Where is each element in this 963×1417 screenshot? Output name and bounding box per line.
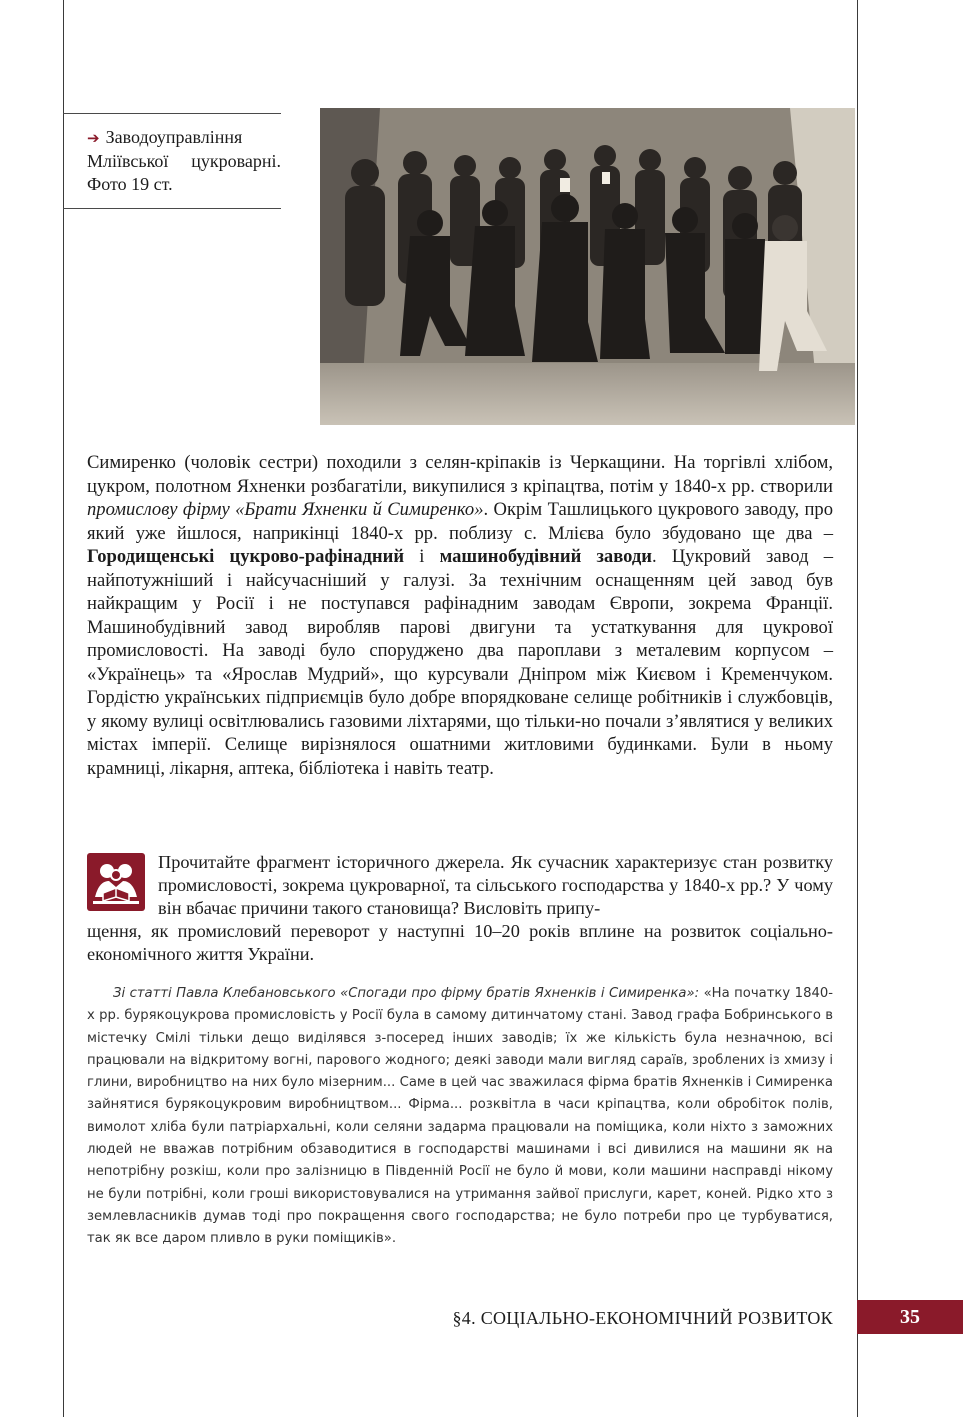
page-left-rule xyxy=(63,0,64,1417)
photo-caption-text: Заводоуправління Мліївської цукроварні. Фото 19 ст. xyxy=(87,127,281,194)
main-text-part4: . Цукровий завод – найпотужніший і найсучасніший у галузі. За технічним оснащенням цей завод був найкращим у Росії і не поступався рафінадним заводам Європи, зокрема Франції. Машинобудівний завод виробляв парові двигуни та устаткування для цукрової промисловості. На заводі було споруджено два пароплави з металевим корпусом – «Українець» та «Ярослав Мудрий», що курсували Дніпром між Києвом і Кременчуком. Гордістю українських підприємців було добре впорядковане селище робітників і службовців, у якому вулиці освітлювались газовими ліхтарями, що тільки-но почали з’являтися у великих містах імперії. Селище вирізнялося ошатними житловими будинками. Були в ньому крамниці, лікарня, аптека, бібліотека і навіть театр. xyxy=(87,546,833,779)
firm-name-emphasis: промислову фірму «Брати Яхненки й Симиренко» xyxy=(87,499,484,520)
page-right-rule xyxy=(857,0,858,1417)
historical-group-photo xyxy=(320,108,855,425)
historical-source-quote xyxy=(87,983,833,1251)
assignment-text xyxy=(87,851,833,966)
assignment-line1: Прочитайте фрагмент історичного джерела. Як сучасник характеризує стан розвитку промисловості, зокрема цукроварної, та сільського господарства у 1840-х рр.? У чому він вбачає причини такого становища? Висловіть припу- xyxy=(158,852,833,918)
group-photo-illustration xyxy=(320,108,855,425)
quote-source: Зі статті Павла Клебановського «Спогади про фірму братів Яхненків і Симиренка»: xyxy=(113,986,700,1001)
refinery-name-bold: Городищенські цукрово-рафінадний xyxy=(87,546,405,567)
page-number: 35 xyxy=(857,1300,963,1334)
main-text-part2: . Окрім Ташлицького цукрового заводу, про який уже йшлося, наприкінці 1840-х рр. поблизу с. Млієва було збудовано ще два – xyxy=(87,499,834,544)
quote-body: «На початку 1840-х рр. бурякоцукрова промисловість у Росії була в самому дитинчатому стані. Завод графа Бобринського в містечку Смілі тільки дещо виділявся з-посеред інших заводів; їх же кількість була незначною, всі працювали на відкритому вогні, парового жодного; деякі заводи мали вигляд сараїв, зроблених із хмизу і глини, виробництво на них було мізерним... Саме в цей час зважилася фірма братів Яхненків і Симиренка зайнятися бурякоцукровим виробництвом... Фірма... розквітла в часи кріпацтва, коли обробіток полів, вимолот хліба були патріархальні, коли селяни задарма працювали на поміщика, коли ніхто з заможних людей не вважав потрібним обзаводитися в господарстві машинами і всі дивилися на машини як на непотрібну розкіш, коли про залізницю в Південній Росії не було й мови, коли машини насправді нікому не були потрібні, коли гроші використовувалися на утримання зайвої прислуги, карет, коней. Рідко хто з землевласників думав тоді про покращення свого господарства; не було потреби про це турбуватися, так як все даром пливло в руки поміщиків». xyxy=(87,986,834,1247)
assignment-line2: щення, як промисловий переворот у наступні 10–20 років вплине на розвиток соціально-економічного життя України. xyxy=(87,921,833,964)
machine-plant-bold: машинобудівний заводи xyxy=(439,546,653,567)
arrow-right-icon: ➔ xyxy=(87,129,100,147)
main-text-part3: і xyxy=(404,546,440,567)
main-paragraph xyxy=(87,451,833,780)
main-text-part1: Симиренко (чоловік сестри) походили з селян-кріпаків із Черкащини. На торгівлі хлібом, цукром, полотном Яхненки розбагатіли, викупилися з кріпацтва, потім у 1840-х рр. створили xyxy=(87,452,833,497)
section-footer-title: §4. СОЦІАЛЬНО-ЕКОНОМІЧНИЙ РОЗВИТОК xyxy=(452,1308,833,1328)
photo-caption xyxy=(63,113,281,209)
reading-group-icon xyxy=(87,853,145,911)
